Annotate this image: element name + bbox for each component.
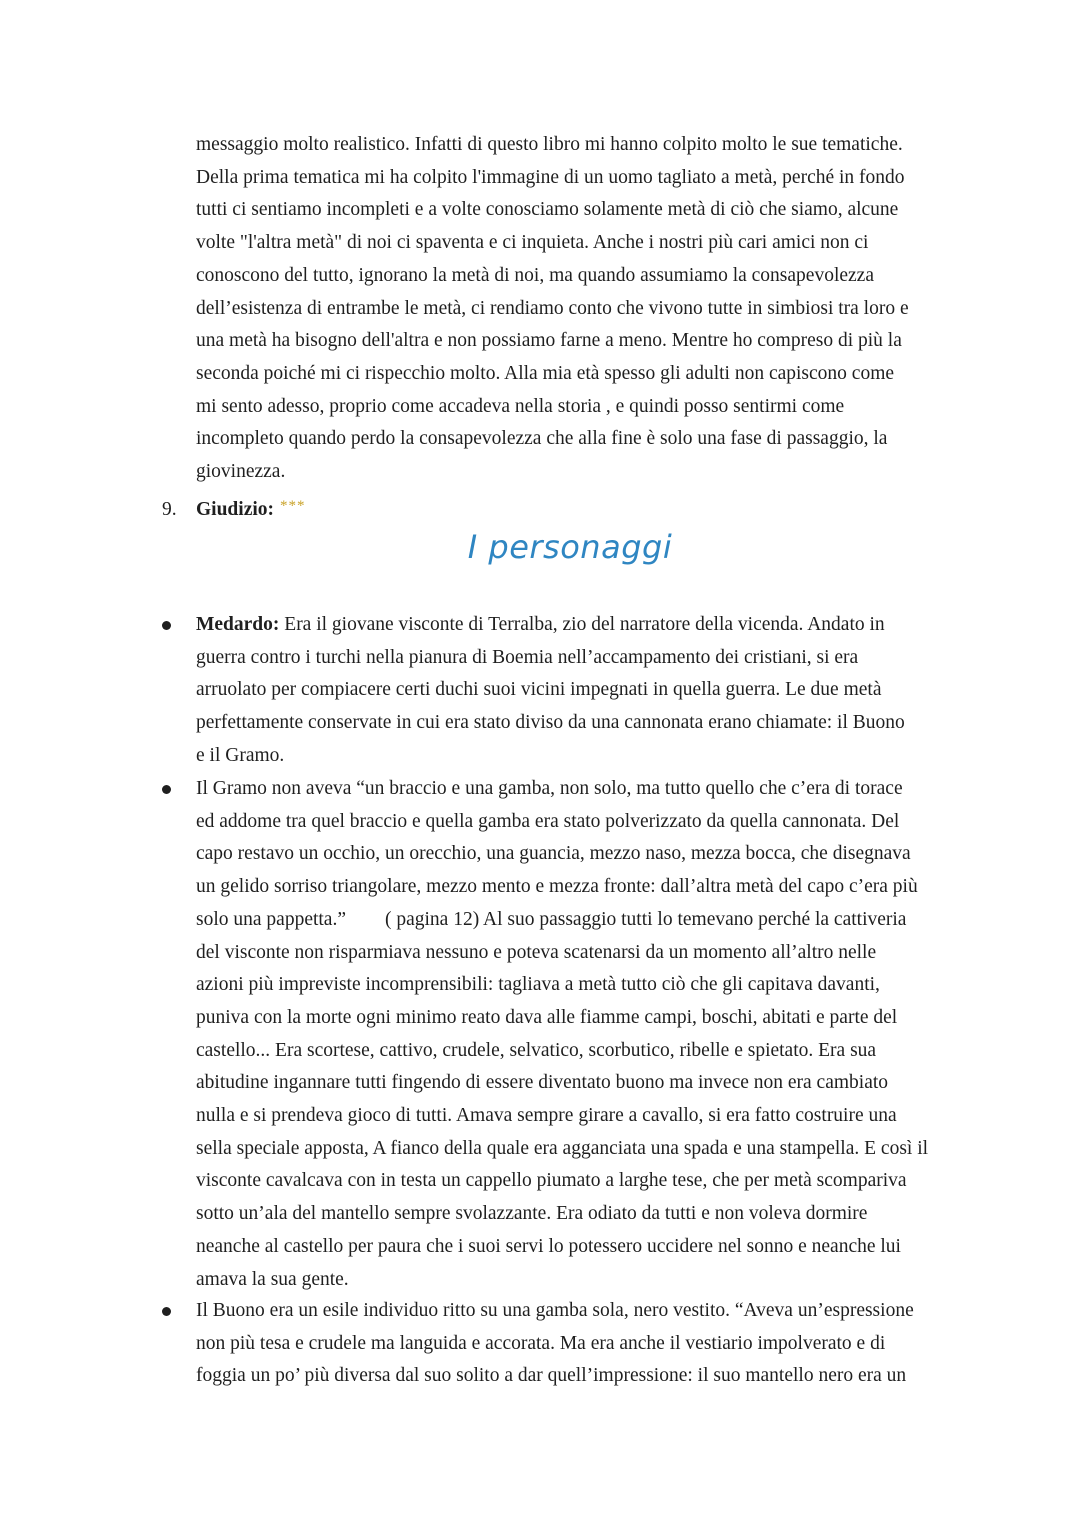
bullet-icon xyxy=(162,1307,171,1316)
character-name: Medardo: xyxy=(196,614,280,635)
section-title: I personaggi xyxy=(467,528,673,566)
text-line: Il Gramo non aveva “un braccio e una gamba, non solo, ma tutto quello che c’era di torace xyxy=(196,778,903,799)
text-line: nulla e si prendeva gioco di tutti. Amava sempre girare a cavallo, si era fatto costruire una xyxy=(196,1105,897,1127)
text-line: dell’esistenza di entrambe le metà, ci rendiamo conto che vivono tutte in simbiosi tra loro e xyxy=(196,297,909,319)
text-line: solo una pappetta.” ( pagina 12) Al suo passaggio tutti lo temevano perché la cattiveria xyxy=(196,908,907,930)
list-item-medardo xyxy=(196,609,956,773)
text-line: e il Gramo. xyxy=(196,744,285,766)
text-line: guerra contro i turchi nella pianura di Boemia nell’accampamento dei cristiani, si era xyxy=(196,646,859,668)
text-line: visconte cavalcava con in testa un cappello piumato a larghe tese, che per metà scompariva xyxy=(196,1170,907,1192)
list-item-buono xyxy=(196,1295,956,1393)
list-item-gramo xyxy=(196,773,956,1296)
text-line: conoscono del tutto, ignorano la metà di noi, ma quando assumiamo la consapevolezza xyxy=(196,264,874,286)
text-fragment: Era il giovane visconte di Terralba, zio del narratore della vicenda. Andato in xyxy=(279,614,885,635)
rating-stars: *** xyxy=(280,498,306,514)
text-line: sella speciale apposta, A fianco della quale era agganciata una spada e una stampella. E così il xyxy=(196,1137,929,1159)
text-line: non più tesa e crudele ma languida e accorata. Ma era anche il vestiario impolverato e di xyxy=(196,1332,886,1354)
text-line: incompleto quando perdo la consapevolezza che alla fine è solo una fase di passaggio, la xyxy=(196,428,888,450)
text-line: amava la sua gente. xyxy=(196,1268,349,1290)
text-line: foggia un po’ più diversa dal suo solito a dar quell’impressione: il suo mantello nero era un xyxy=(196,1365,907,1387)
text-line: del visconte non risparmiava nessuno e poteva scatenarsi da un momento all’altro nelle xyxy=(196,941,877,963)
text-line: giovinezza. xyxy=(196,461,286,483)
text-line: mi sento adesso, proprio come accadeva nella storia , e quindi posso sentirmi come xyxy=(196,395,845,417)
text-line: Il Buono era un esile individuo ritto su una gamba sola, nero vestito. “Aveva un’espressione xyxy=(196,1300,914,1321)
text-line: tutti ci sentiamo incompleti e a volte conosciamo solamente metà di ciò che siamo, alcune xyxy=(196,199,899,221)
text-line: castello... Era scortese, cattivo, crudele, selvatico, scorbutico, ribelle e spietato. Era sua xyxy=(196,1039,877,1061)
text-line: sotto un’ala del mantello sempre svolazzante. Era odiato da tutti e non voleva dormire xyxy=(196,1203,868,1225)
bullet-icon xyxy=(162,785,171,794)
text-line xyxy=(196,609,956,642)
text-line: un gelido sorriso triangolare, mezzo mento e mezza fronte: dall’altra metà del capo c’era più xyxy=(196,876,918,898)
text-line: Della prima tematica mi ha colpito l'immagine di un uomo tagliato a metà, perché in fondo xyxy=(196,166,905,188)
text-line: volte "l'altra metà" di noi ci spaventa e ci inquieta. Anche i nostri più cari amici non ci xyxy=(196,232,869,254)
text-line: azioni più impreviste incomprensibili: tagliava a metà tutto ciò che gli capitava davanti, xyxy=(196,974,880,996)
intro-paragraph xyxy=(196,129,956,489)
text-line: messaggio molto realistico. Infatti di questo libro mi hanno colpito molto le sue tematiche. xyxy=(196,134,903,155)
list-number: 9. xyxy=(162,499,177,520)
judgement-label: Giudizio: xyxy=(196,499,275,520)
text-line: puniva con la morte ogni minimo reato dava alle fiamme campi, boschi, abitati e parte del xyxy=(196,1006,898,1028)
text-line: neanche al castello per paura che i suoi servi lo potessero uccidere nel sonno e neanche lui xyxy=(196,1235,901,1257)
bullet-icon xyxy=(162,621,171,630)
text-line: abitudine ingannare tutti fingendo di essere diventato buono ma invece non era cambiato xyxy=(196,1072,889,1094)
judgement-item xyxy=(162,490,306,527)
text-line: seconda poiché mi ci rispecchio molto. Alla mia età spesso gli adulti non capiscono come xyxy=(196,362,895,384)
text-line: una metà ha bisogno dell'altra e non possiamo farne a meno. Mentre ho compreso di più la xyxy=(196,330,902,352)
text-line: perfettamente conservate in cui era stato diviso da una cannonata erano chiamate: il Buono xyxy=(196,712,905,734)
text-line: capo restavo un occhio, un orecchio, una guancia, mezzo naso, mezza bocca, che disegnava xyxy=(196,843,911,865)
text-line: arruolato per compiacere certi duchi suoi vicini impegnati in quella guerra. Le due metà xyxy=(196,679,882,701)
text-line: ed addome tra quel braccio e quella gamba era stato polverizzato da quella cannonata. Del xyxy=(196,810,900,832)
